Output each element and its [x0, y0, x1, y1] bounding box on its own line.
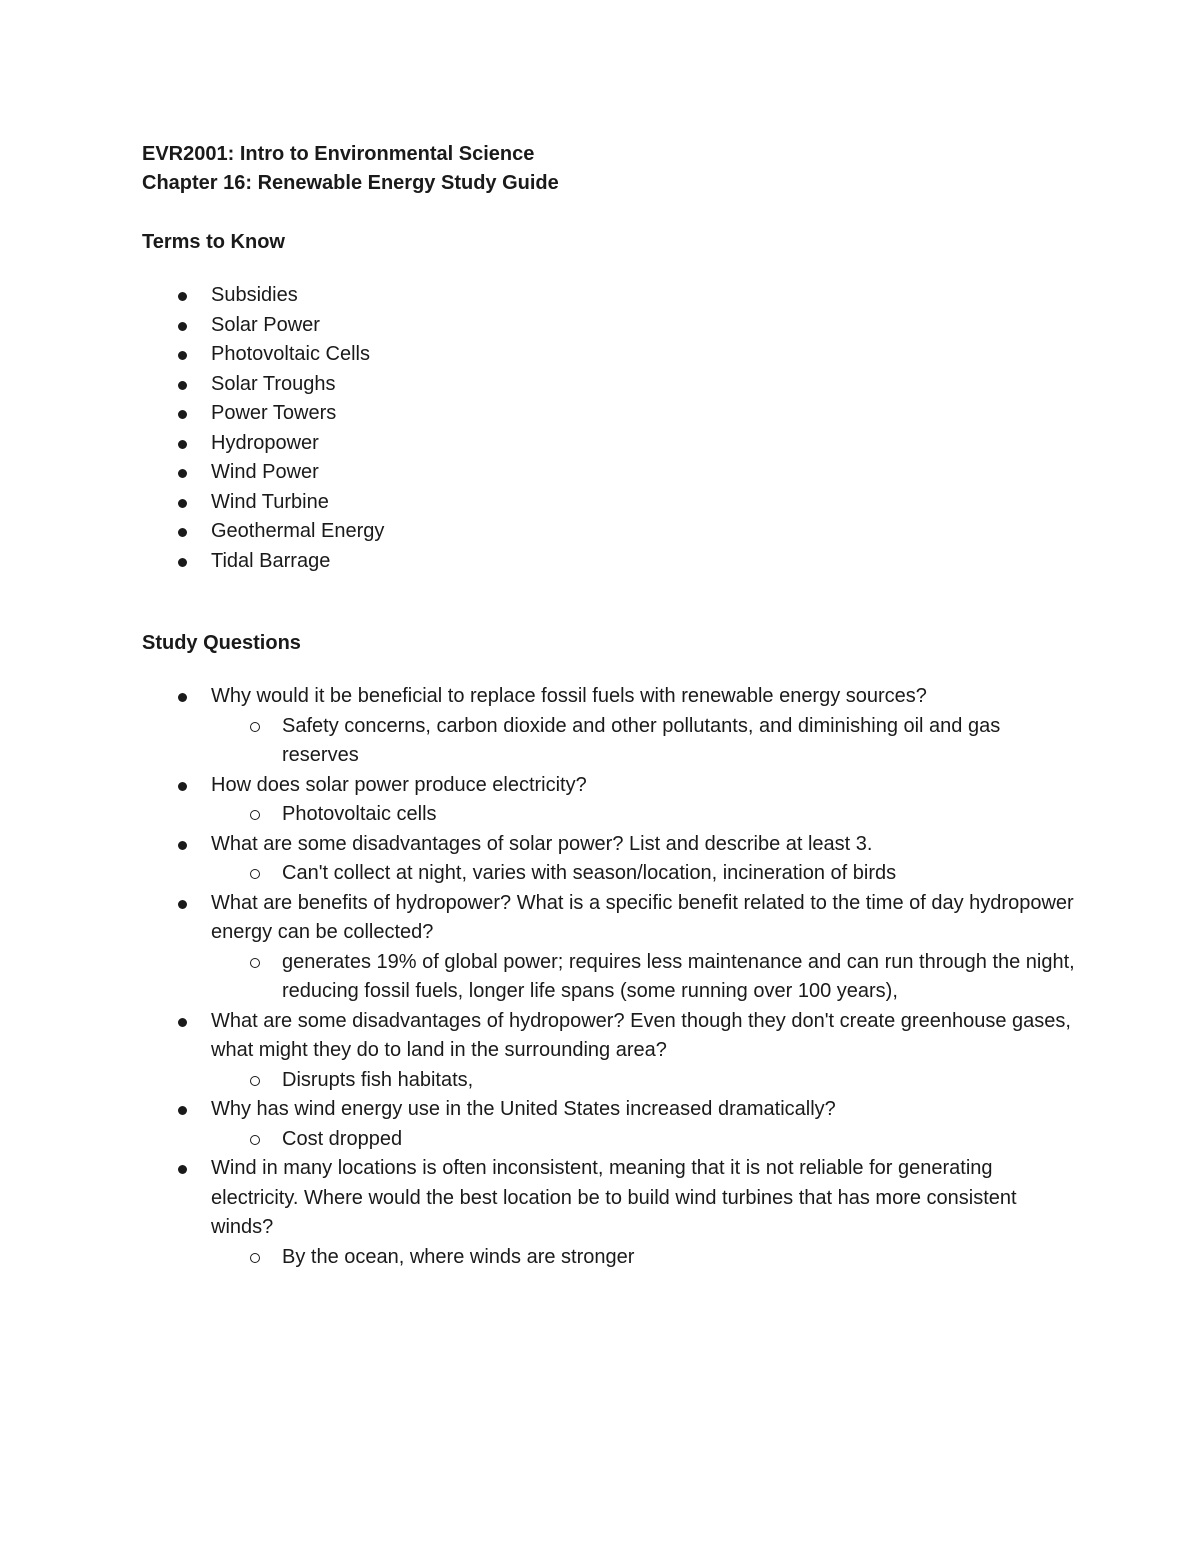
term-item: Photovoltaic Cells — [142, 340, 1082, 370]
question-item: How does solar power produce electricity? — [142, 771, 1082, 801]
term-item: Hydropower — [142, 429, 1082, 459]
question-item: Why has wind energy use in the United States increased dramatically? — [142, 1095, 1082, 1125]
terms-list — [142, 281, 1082, 576]
terms-heading: Terms to Know — [142, 231, 285, 253]
course-title: EVR2001: Intro to Environmental Science — [142, 143, 535, 165]
answer-item: Can't collect at night, varies with season/location, incineration of birds — [142, 859, 1082, 889]
term-item: Wind Turbine — [142, 488, 1082, 518]
question-item: What are some disadvantages of hydropower? Even though they don't create greenhouse gases, what might they do to land in the surrounding area? — [142, 1007, 1082, 1066]
chapter-title: Chapter 16: Renewable Energy Study Guide — [142, 172, 559, 194]
term-item: Solar Power — [142, 311, 1082, 341]
answer-item: Disrupts fish habitats, — [142, 1066, 1082, 1096]
answer-item: Cost dropped — [142, 1125, 1082, 1155]
questions-heading: Study Questions — [142, 632, 301, 654]
term-item: Solar Troughs — [142, 370, 1082, 400]
question-item: Wind in many locations is often inconsistent, meaning that it is not reliable for generating electricity. Where would the best location be to build wind turbines that has more consistent winds? — [142, 1154, 1082, 1243]
question-item: What are some disadvantages of solar power? List and describe at least 3. — [142, 830, 1082, 860]
document-page — [142, 140, 1082, 1272]
term-item: Geothermal Energy — [142, 517, 1082, 547]
questions-list — [142, 682, 1082, 1272]
answer-item: generates 19% of global power; requires less maintenance and can run through the night, reducing fossil fuels, longer life spans (some running over 100 years), — [142, 948, 1082, 1007]
answer-item: Safety concerns, carbon dioxide and other pollutants, and diminishing oil and gas reserves — [142, 712, 1082, 771]
answer-item: By the ocean, where winds are stronger — [142, 1243, 1082, 1273]
term-item: Power Towers — [142, 399, 1082, 429]
answer-item: Photovoltaic cells — [142, 800, 1082, 830]
term-item: Wind Power — [142, 458, 1082, 488]
question-item: What are benefits of hydropower? What is a specific benefit related to the time of day hydropower energy can be collected? — [142, 889, 1082, 948]
question-item: Why would it be beneficial to replace fossil fuels with renewable energy sources? — [142, 682, 1082, 712]
term-item: Tidal Barrage — [142, 547, 1082, 577]
term-item: Subsidies — [142, 281, 1082, 311]
